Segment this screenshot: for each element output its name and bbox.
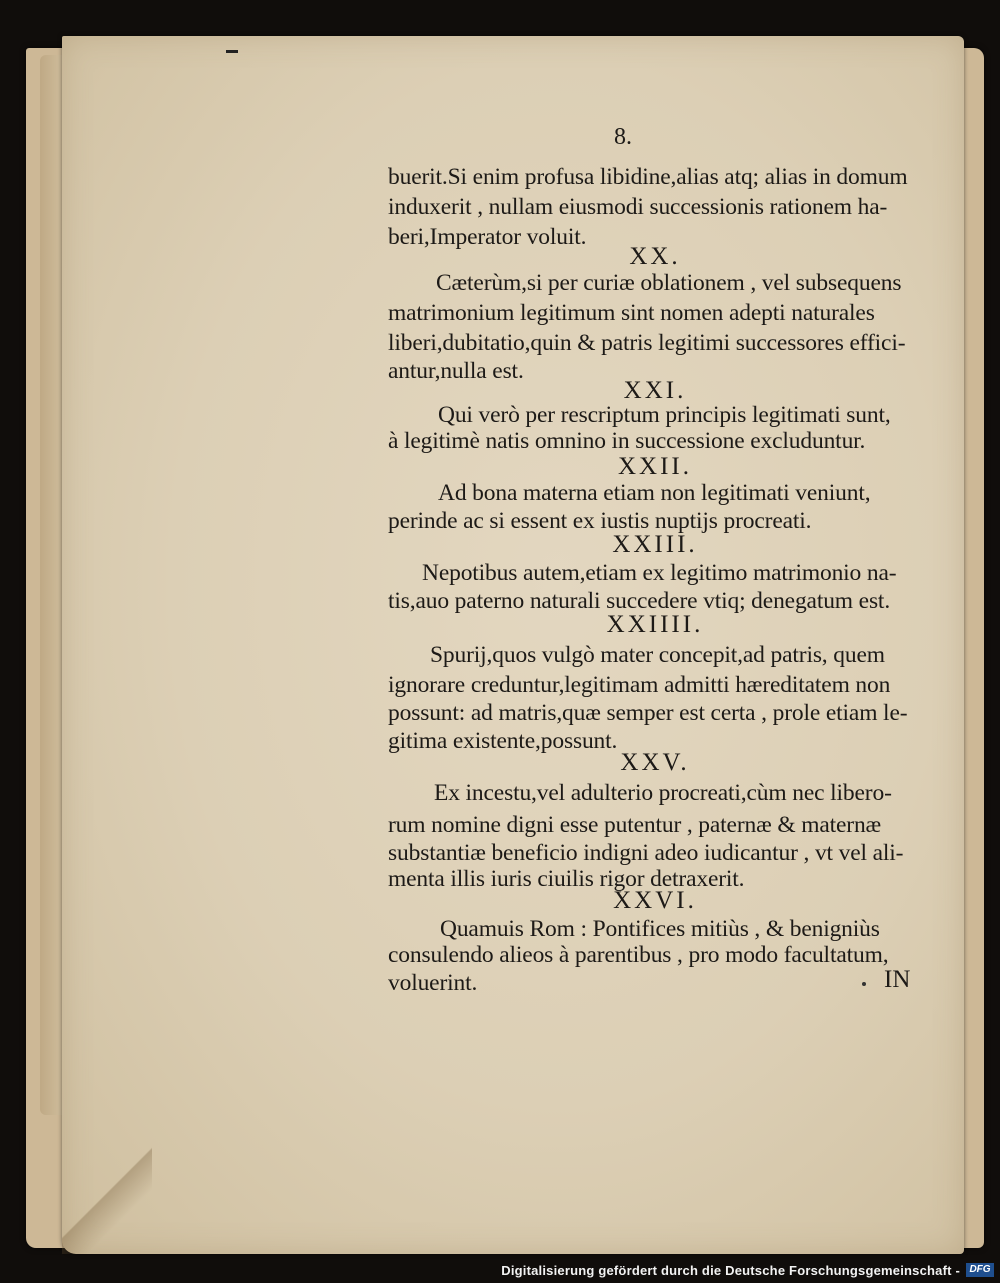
text-line: ignorare creduntur,legitimam admitti hæreditatem non [388,672,891,698]
ink-dot [862,982,866,986]
section-heading: XXIIII. [606,611,704,638]
text-line: Qui verò per rescriptum principis legitimati sunt, [438,402,891,428]
section-heading: XXII. [617,453,692,480]
section-heading: XX. [629,243,681,270]
text-line: Ex incestu,vel adulterio procreati,cùm nec libero- [434,780,892,806]
text-line: Quamuis Rom : Pontifices mitiùs , & benigniùs [440,916,880,942]
text-line: substantiæ beneficio indigni adeo iudicantur , vt vel ali- [388,840,904,866]
text-line: Nepotibus autem,etiam ex legitimo matrimonio na- [422,560,897,586]
text-line: liberi,dubitatio,quin & patris legitimi successores effici- [388,330,906,356]
text-line: possunt: ad matris,quæ semper est certa , prole etiam le- [388,700,908,726]
section-heading: XXV. [620,749,690,776]
section-heading: XXVI. [613,887,697,914]
text-line: buerit.Si enim profusa libidine,alias atq; alias in domum [388,164,908,190]
page-number: 8. [614,124,632,150]
text-line: perinde ac si essent ex iustis nuptijs procreati. [388,508,812,534]
dfg-logo-icon: DFG [966,1263,994,1277]
text-line: consulendo alieos à parentibus , pro modo facultatum, [388,942,889,968]
text-line: beri,Imperator voluit. [388,224,587,250]
text-line: Spurij,quos vulgò mater concepit,ad patris, quem [430,642,885,668]
text-line: menta illis iuris ciuilis rigor detraxerit. [388,866,745,892]
text-line: Cæterùm,si per curiæ oblationem , vel subsequens [436,270,902,296]
text-line: antur,nulla est. [388,358,524,384]
text-line: matrimonium legitimum sint nomen adepti naturales [388,300,875,326]
binding-mark [226,50,238,53]
text-line: rum nomine digni esse putentur , paternæ & maternæ [388,812,882,838]
text-line: induxerit , nullam eiusmodi successionis rationem ha- [388,194,888,220]
section-heading: XXIII. [612,531,698,558]
text-line: voluerint. [388,970,478,996]
text-line: tis,auo paterno naturali succedere vtiq; denegatum est. [388,588,891,614]
funding-credit: Digitalisierung gefördert durch die Deutsche Forschungsgemeinschaft - [501,1263,960,1278]
section-heading: XXI. [623,377,687,404]
page-corner-fold [62,1130,152,1254]
text-line: gitima existente,possunt. [388,728,618,754]
text-line: à legitimè natis omnino in successione excluduntur. [388,428,866,454]
text-line: Ad bona materna etiam non legitimati veniunt, [438,480,871,506]
footer-bar [0,1257,1000,1283]
catchword: IN [884,966,911,993]
